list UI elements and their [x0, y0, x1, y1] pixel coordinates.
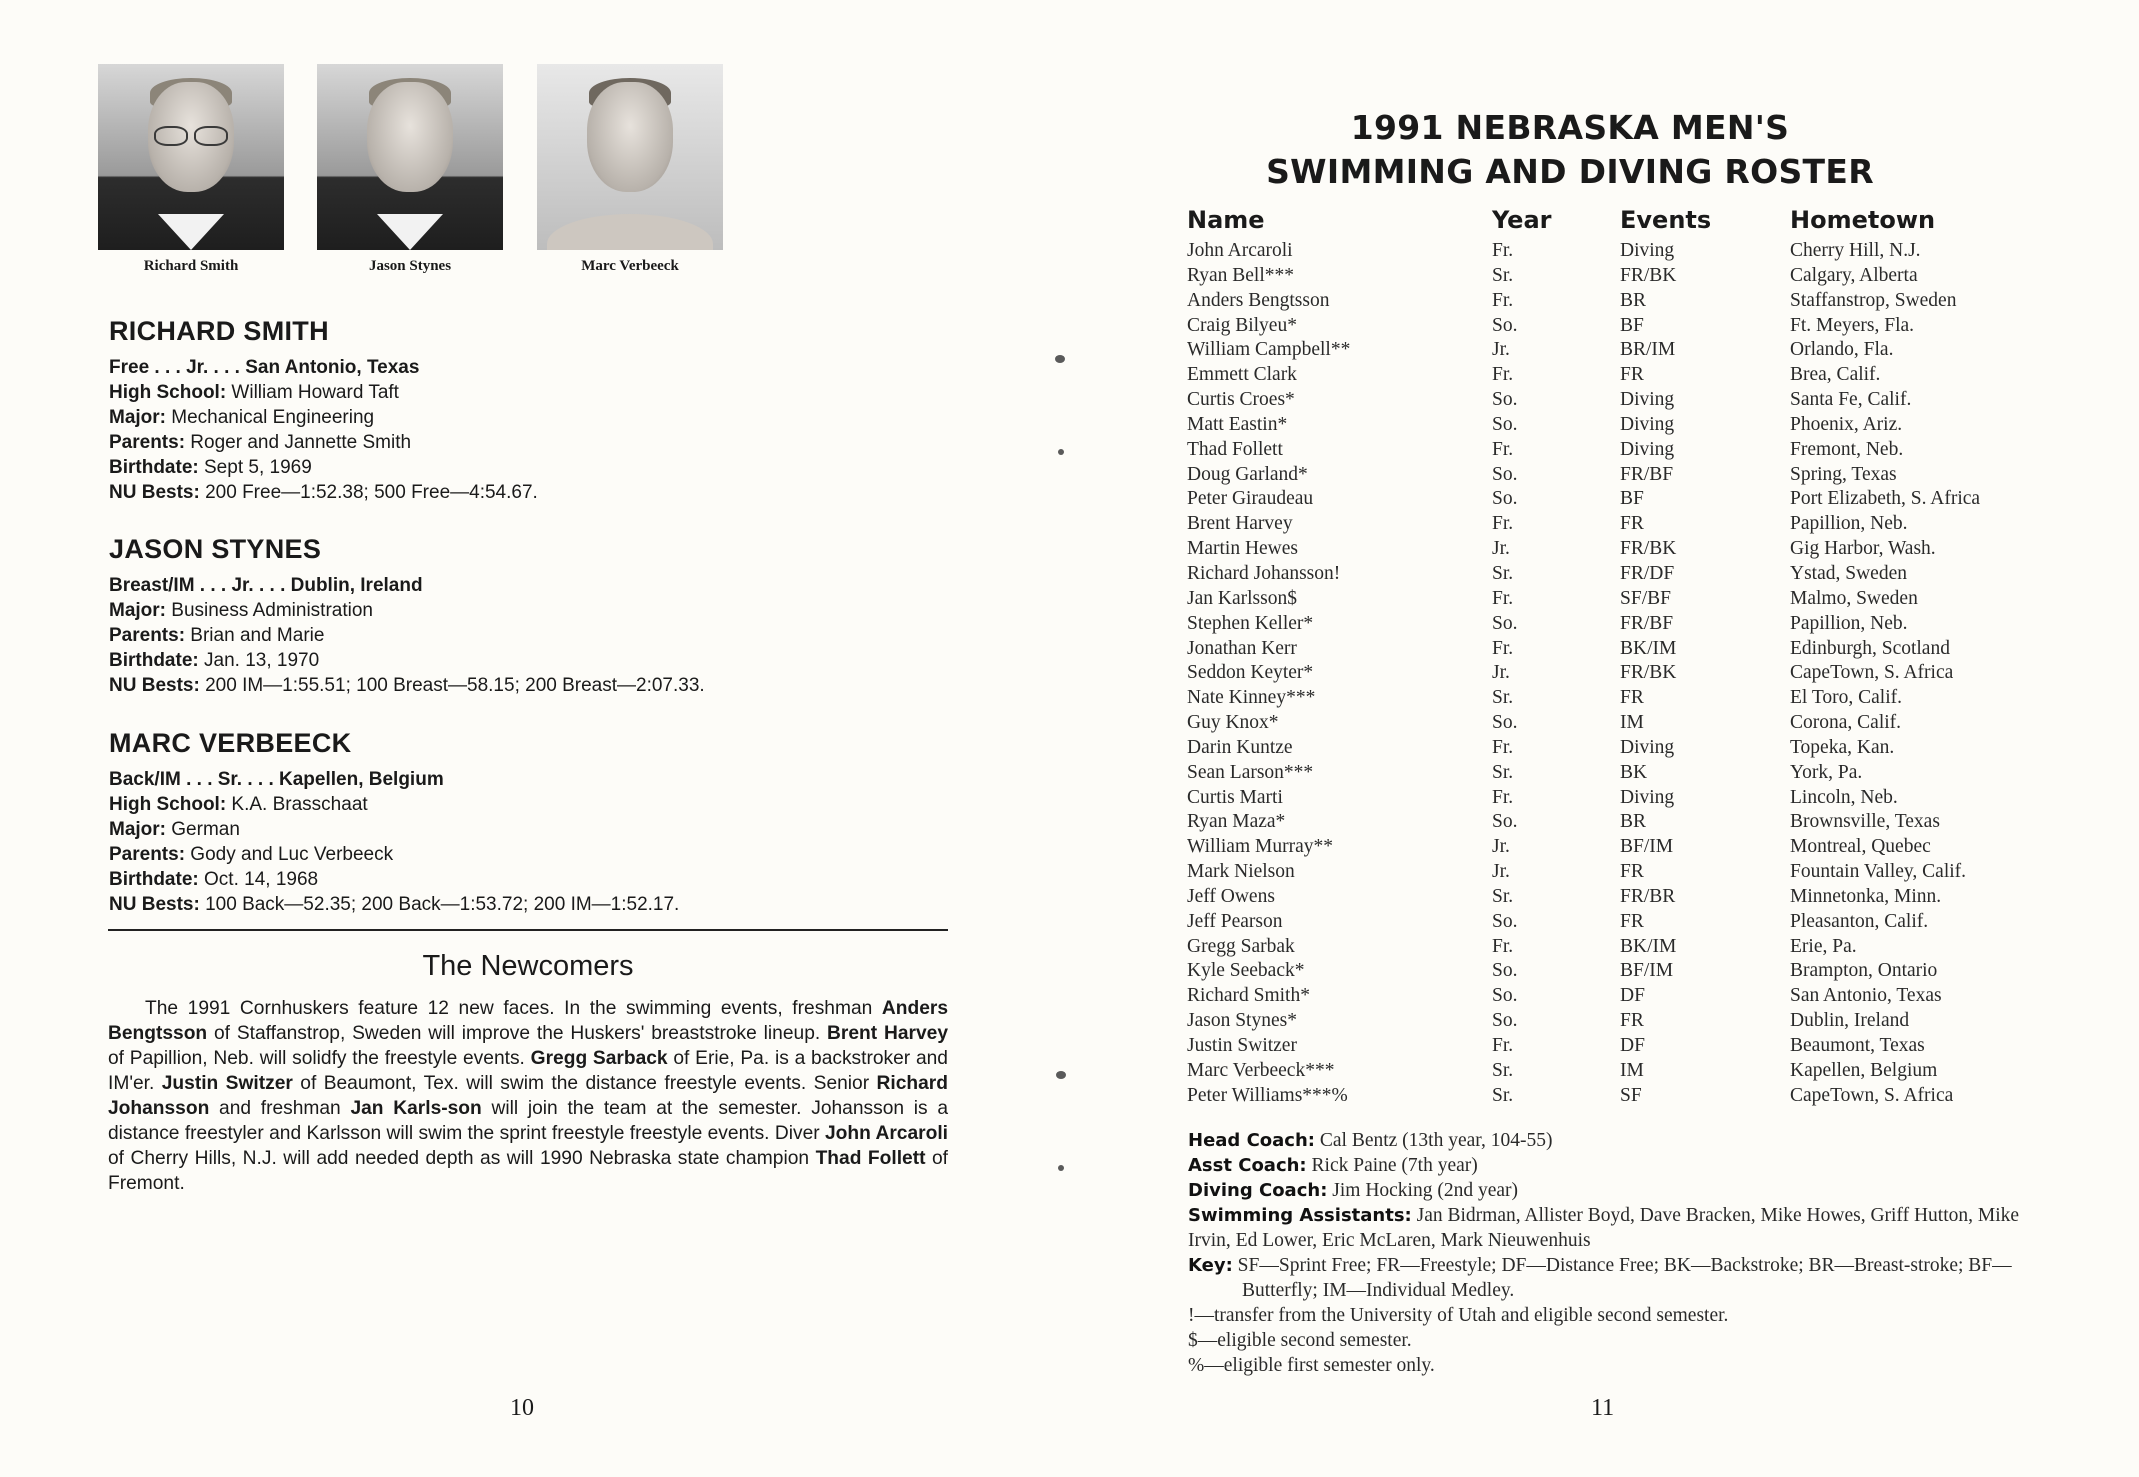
- cell-events: FR: [1620, 364, 1644, 386]
- coach-value: Jim Hocking (2nd year): [1327, 1180, 1519, 1201]
- coaches-and-key: [1188, 1128, 2030, 1378]
- bio-jason-stynes: [109, 534, 969, 698]
- cell-hometown: Fountain Valley, Calif.: [1790, 861, 1967, 883]
- cell-year: So.: [1492, 960, 1518, 982]
- cell-year: Sr.: [1492, 687, 1514, 709]
- cell-hometown: Edinburgh, Scotland: [1790, 637, 1950, 659]
- cell-name: Martin Hewes: [1187, 538, 1299, 560]
- cell-year: Fr.: [1492, 364, 1514, 386]
- cell-events: DF: [1620, 985, 1645, 1007]
- photo-marc-verbeeck: [537, 64, 723, 275]
- portrait-image: [317, 64, 503, 250]
- cell-events: FR/BK: [1620, 662, 1677, 684]
- cell-events: SF/BF: [1620, 587, 1671, 609]
- roster-row: [1187, 339, 2067, 364]
- cell-name: Jeff Owens: [1187, 885, 1275, 907]
- cell-year: Fr.: [1492, 513, 1514, 535]
- cell-events: BR: [1620, 289, 1647, 311]
- cell-year: Sr.: [1492, 1059, 1514, 1081]
- bio-field: Major: German: [109, 819, 240, 840]
- cell-year: So.: [1492, 1010, 1518, 1032]
- header-name: Name: [1187, 206, 1265, 234]
- cell-hometown: Brampton, Ontario: [1790, 960, 1938, 982]
- roster-row: [1187, 315, 2067, 340]
- cell-events: BR/IM: [1620, 339, 1676, 361]
- cell-name: Justin Switzer: [1187, 1035, 1297, 1056]
- bio-richard-smith: [109, 316, 969, 505]
- newcomer-name: Anders Bengtsson: [108, 998, 948, 1044]
- newcomer-name: Jan Karls-son: [350, 1098, 482, 1119]
- bio-lead: Back/IM . . . Sr. . . . Kapellen, Belgium: [109, 769, 444, 790]
- cell-year: Fr.: [1492, 587, 1514, 609]
- photo-caption: Richard Smith: [143, 258, 239, 274]
- roster-header-row: [1187, 206, 2067, 240]
- cell-year: So.: [1492, 612, 1518, 634]
- roster-title: [1220, 106, 1920, 194]
- cell-name: Doug Garland*: [1187, 463, 1308, 485]
- cell-events: IM: [1620, 712, 1644, 734]
- cell-name: Matt Eastin*: [1187, 413, 1288, 435]
- header-year: Year: [1492, 206, 1552, 234]
- page-number-left: 10: [510, 1395, 534, 1421]
- cell-hometown: Santa Fe, Calif.: [1790, 389, 1912, 411]
- bio-field: Major: Mechanical Engineering: [109, 407, 375, 428]
- cell-events: FR/BK: [1620, 538, 1677, 560]
- footnote: %—eligible first semester only.: [1188, 1355, 1435, 1376]
- newcomer-name: Brent Harvey: [827, 1023, 948, 1044]
- cell-name: Richard Johansson!: [1187, 562, 1341, 584]
- bio-marc-verbeeck: [109, 728, 969, 917]
- cell-name: Curtis Marti: [1187, 786, 1283, 808]
- roster-row: [1187, 836, 2067, 861]
- cell-hometown: Kapellen, Belgium: [1790, 1059, 1938, 1081]
- bio-field: NU Bests: 200 Free—1:52.38; 500 Free—4:54.67.: [109, 482, 538, 503]
- cell-year: Fr.: [1492, 1035, 1514, 1056]
- page-number-right: 11: [1591, 1395, 1615, 1421]
- bio-lead: Free . . . Jr. . . . San Antonio, Texas: [109, 357, 420, 378]
- cell-name: Guy Knox*: [1187, 712, 1279, 734]
- cell-year: So.: [1492, 985, 1518, 1007]
- coach-value: Rick Paine (7th year): [1306, 1155, 1478, 1176]
- newcomers-text: of Fremont.: [108, 1148, 948, 1194]
- cell-year: Fr.: [1492, 935, 1514, 957]
- newcomers-text: of Cherry Hills, N.J. will add needed depth as will 1990 Nebraska state champion: [108, 1148, 816, 1169]
- binding-mark: [1055, 355, 1065, 363]
- cell-events: FR: [1620, 513, 1644, 535]
- roster-row: [1187, 563, 2067, 588]
- bio-field: NU Bests: 100 Back—52.35; 200 Back—1:53.72; 200 IM—1:52.17.: [109, 894, 680, 915]
- cell-events: Diving: [1620, 240, 1675, 261]
- cell-hometown: Brownsville, Texas: [1790, 811, 1940, 833]
- cell-hometown: Port Elizabeth, S. Africa: [1790, 488, 1981, 510]
- cell-name: Jonathan Kerr: [1187, 637, 1297, 659]
- header-hometown: Hometown: [1790, 206, 1936, 234]
- cell-name: Gregg Sarbak: [1187, 935, 1295, 957]
- coach-value: SF—Sprint Free; FR—Freestyle; DF—Distance Free; BK—Backstroke; BR—Breast-stroke; BF—Butterfly; IM—Individual Medley.: [1232, 1255, 2012, 1301]
- cell-events: FR/DF: [1620, 562, 1675, 584]
- roster-row: [1187, 936, 2067, 961]
- cell-hometown: Corona, Calif.: [1790, 712, 1902, 734]
- cell-name: Peter Williams***%: [1187, 1084, 1348, 1106]
- footnote: $—eligible second semester.: [1188, 1330, 1412, 1351]
- cell-name: Anders Bengtsson: [1187, 289, 1330, 311]
- portrait-image: [98, 64, 284, 250]
- cell-events: Diving: [1620, 736, 1675, 758]
- bio-name: MARC VERBEECK: [109, 728, 352, 758]
- cell-events: FR: [1620, 1010, 1644, 1032]
- section-divider: [108, 929, 948, 931]
- coach-line: [1188, 1253, 2030, 1303]
- bio-field: Birthdate: Oct. 14, 1968: [109, 869, 319, 890]
- roster-row: [1187, 588, 2067, 613]
- photo-row: [98, 64, 738, 284]
- roster-row: [1187, 389, 2067, 414]
- cell-events: Diving: [1620, 786, 1675, 808]
- header-events: Events: [1620, 206, 1712, 234]
- coach-value: Jan Bidrman, Allister Boyd, Dave Bracken, Mike Howes, Griff Hutton, Mike Irvin, Ed Lower, Eric McLaren, Mark Nieuwenhuis: [1188, 1205, 2020, 1251]
- cell-year: Jr.: [1492, 861, 1510, 883]
- cell-year: So.: [1492, 712, 1518, 734]
- cell-year: Sr.: [1492, 562, 1514, 584]
- cell-events: Diving: [1620, 389, 1675, 411]
- newcomers-paragraph: [108, 996, 948, 1196]
- cell-year: So.: [1492, 314, 1518, 336]
- bio-name: RICHARD SMITH: [109, 316, 329, 346]
- cell-events: BK: [1620, 761, 1648, 783]
- cell-hometown: CapeTown, S. Africa: [1790, 1084, 1954, 1106]
- cell-year: Fr.: [1492, 637, 1514, 659]
- cell-events: BF: [1620, 488, 1644, 510]
- cell-hometown: CapeTown, S. Africa: [1790, 662, 1954, 684]
- newcomers-text: of Staffanstrop, Sweden will improve the Huskers' breaststroke lineup.: [207, 1023, 828, 1044]
- cell-name: Brent Harvey: [1187, 513, 1293, 535]
- cell-name: Richard Smith*: [1187, 985, 1310, 1007]
- photo-caption: Marc Verbeeck: [581, 258, 679, 274]
- cell-name: Peter Giraudeau: [1187, 488, 1314, 510]
- newcomer-name: John Arcaroli: [825, 1123, 948, 1144]
- cell-name: Stephen Keller*: [1187, 612, 1314, 634]
- cell-events: BK/IM: [1620, 637, 1677, 659]
- cell-hometown: Malmo, Sweden: [1790, 587, 1918, 609]
- cell-year: Jr.: [1492, 339, 1510, 361]
- cell-year: Jr.: [1492, 662, 1510, 684]
- cell-year: Fr.: [1492, 438, 1514, 460]
- cell-year: Sr.: [1492, 1084, 1514, 1106]
- binding-mark: [1056, 1071, 1066, 1079]
- cell-events: BK/IM: [1620, 935, 1677, 957]
- cell-hometown: Beaumont, Texas: [1790, 1035, 1925, 1056]
- coach-line: [1188, 1128, 2030, 1153]
- bio-name: JASON STYNES: [109, 534, 322, 564]
- roster-row: [1187, 712, 2067, 737]
- cell-hometown: Ystad, Sweden: [1790, 562, 1907, 584]
- roster-row: [1187, 811, 2067, 836]
- roster-title-line2: SWIMMING AND DIVING ROSTER: [1266, 152, 1874, 191]
- roster-row: [1187, 513, 2067, 538]
- cell-hometown: Minnetonka, Minn.: [1790, 885, 1942, 907]
- cell-hometown: York, Pa.: [1790, 761, 1863, 783]
- cell-events: FR: [1620, 910, 1644, 932]
- cell-year: So.: [1492, 811, 1518, 833]
- cell-events: FR/BF: [1620, 612, 1674, 634]
- cell-name: Jeff Pearson: [1187, 910, 1283, 932]
- roster-row: [1187, 861, 2067, 886]
- cell-hometown: Pleasanton, Calif.: [1790, 910, 1929, 932]
- newcomers-text: and freshman: [209, 1098, 351, 1119]
- coach-label: Diving Coach:: [1188, 1180, 1328, 1201]
- cell-hometown: Calgary, Alberta: [1790, 264, 1918, 286]
- newcomers-text: of Papillion, Neb. will solidfy the freestyle events.: [108, 1048, 531, 1069]
- coach-line: [1188, 1178, 2030, 1203]
- roster-row: [1187, 1085, 2067, 1110]
- photo-caption: Jason Stynes: [368, 258, 452, 274]
- cell-events: IM: [1620, 1059, 1644, 1081]
- cell-events: BF: [1620, 314, 1644, 336]
- cell-year: So.: [1492, 389, 1518, 411]
- roster-row: [1187, 762, 2067, 787]
- roster-row: [1187, 662, 2067, 687]
- bio-field: High School: K.A. Brasschaat: [109, 794, 368, 815]
- cell-events: FR: [1620, 687, 1644, 709]
- roster-row: [1187, 886, 2067, 911]
- cell-hometown: San Antonio, Texas: [1790, 985, 1942, 1007]
- roster-title-line1: 1991 NEBRASKA MEN'S: [1350, 108, 1790, 147]
- cell-year: So.: [1492, 488, 1518, 510]
- bio-field: Birthdate: Sept 5, 1969: [109, 457, 312, 478]
- cell-year: Jr.: [1492, 836, 1510, 858]
- cell-year: Fr.: [1492, 736, 1514, 758]
- cell-hometown: Topeka, Kan.: [1790, 736, 1895, 758]
- roster-row: [1187, 787, 2067, 812]
- coach-label: Asst Coach:: [1188, 1155, 1307, 1176]
- cell-hometown: Montreal, Quebec: [1790, 836, 1931, 858]
- cell-hometown: Cherry Hill, N.J.: [1790, 240, 1921, 261]
- cell-name: John Arcaroli: [1187, 240, 1293, 261]
- cell-events: Diving: [1620, 413, 1675, 435]
- cell-year: Jr.: [1492, 538, 1510, 560]
- roster-row: [1187, 265, 2067, 290]
- photo-richard-smith: [98, 64, 284, 275]
- roster-row: [1187, 1010, 2067, 1035]
- photo-jason-stynes: [317, 64, 503, 275]
- cell-year: Sr.: [1492, 264, 1514, 286]
- cell-name: Jason Stynes*: [1187, 1010, 1297, 1032]
- cell-hometown: Gig Harbor, Wash.: [1790, 538, 1936, 560]
- cell-events: FR: [1620, 861, 1644, 883]
- bio-lead: Breast/IM . . . Jr. . . . Dublin, Ireland: [109, 575, 423, 596]
- newcomers-text: The 1991 Cornhuskers feature 12 new faces. In the swimming events, freshman: [145, 998, 882, 1019]
- cell-hometown: Staffanstrop, Sweden: [1790, 289, 1957, 311]
- cell-hometown: Phoenix, Ariz.: [1790, 413, 1903, 435]
- coach-label: Head Coach:: [1188, 1130, 1315, 1151]
- bio-field: Major: Business Administration: [109, 600, 373, 621]
- cell-hometown: Dublin, Ireland: [1790, 1010, 1910, 1032]
- roster-row: [1187, 960, 2067, 985]
- cell-name: Thad Follett: [1187, 438, 1283, 460]
- newcomers-text: will join the team at the semester. Johansson is a distance freestyler and Karlsson will swim the sprint freestyle freestyle events. Diver: [108, 1098, 949, 1144]
- roster-row: [1187, 240, 2067, 265]
- cell-name: William Campbell**: [1187, 339, 1351, 361]
- roster-row: [1187, 737, 2067, 762]
- footnote: !—transfer from the University of Utah and eligible second semester.: [1188, 1305, 1729, 1326]
- newcomers-text: of Erie, Pa. is a backstroker and IM'er.: [108, 1048, 948, 1094]
- bio-field: High School: William Howard Taft: [109, 382, 399, 403]
- roster-row: [1187, 911, 2067, 936]
- coach-label: Swimming Assistants:: [1188, 1205, 1412, 1226]
- binding-mark: [1058, 1165, 1064, 1171]
- cell-hometown: Erie, Pa.: [1790, 935, 1857, 957]
- bio-field: NU Bests: 200 IM—1:55.51; 100 Breast—58.15; 200 Breast—2:07.33.: [109, 675, 705, 696]
- bio-field: Birthdate: Jan. 13, 1970: [109, 650, 320, 671]
- cell-year: Fr.: [1492, 240, 1514, 261]
- newcomers-text: of Beaumont, Tex. will swim the distance freestyle events. Senior: [292, 1073, 877, 1094]
- cell-name: William Murray**: [1187, 836, 1333, 858]
- roster-row: [1187, 464, 2067, 489]
- cell-hometown: Papillion, Neb.: [1790, 612, 1908, 634]
- roster-row: [1187, 613, 2067, 638]
- coach-line: [1188, 1153, 2030, 1178]
- cell-year: So.: [1492, 910, 1518, 932]
- roster-row: [1187, 1060, 2067, 1085]
- roster-row: [1187, 290, 2067, 315]
- cell-hometown: Brea, Calif.: [1790, 364, 1881, 386]
- cell-name: Seddon Keyter*: [1187, 662, 1314, 684]
- coach-value: Cal Bentz (13th year, 104-55): [1314, 1130, 1553, 1151]
- cell-name: Nate Kinney***: [1187, 687, 1316, 709]
- roster-table: [1187, 206, 2067, 1110]
- newcomer-name: Gregg Sarback: [530, 1048, 668, 1069]
- cell-year: So.: [1492, 413, 1518, 435]
- cell-events: DF: [1620, 1035, 1645, 1056]
- bio-field: Parents: Brian and Marie: [109, 625, 325, 646]
- bio-field: Parents: Gody and Luc Verbeeck: [109, 844, 394, 865]
- cell-hometown: Orlando, Fla.: [1790, 339, 1894, 361]
- cell-hometown: Papillion, Neb.: [1790, 513, 1908, 535]
- cell-year: Sr.: [1492, 885, 1514, 907]
- roster-row: [1187, 687, 2067, 712]
- roster-row: [1187, 985, 2067, 1010]
- coach-label: Key:: [1188, 1255, 1233, 1276]
- cell-name: Ryan Bell***: [1187, 264, 1295, 286]
- newcomer-name: Thad Follett: [815, 1148, 926, 1169]
- cell-hometown: Fremont, Neb.: [1790, 438, 1904, 460]
- roster-row: [1187, 414, 2067, 439]
- cell-hometown: El Toro, Calif.: [1790, 687, 1903, 709]
- roster-row: [1187, 439, 2067, 464]
- coach-line: [1188, 1203, 2030, 1253]
- cell-events: FR/BF: [1620, 463, 1674, 485]
- cell-hometown: Ft. Meyers, Fla.: [1790, 314, 1915, 336]
- cell-year: Sr.: [1492, 761, 1514, 783]
- cell-name: Darin Kuntze: [1187, 736, 1293, 758]
- newcomer-name: Richard Johansson: [108, 1073, 948, 1119]
- roster-row: [1187, 1035, 2067, 1060]
- roster-row: [1187, 488, 2067, 513]
- cell-name: Sean Larson***: [1187, 761, 1314, 783]
- cell-hometown: Lincoln, Neb.: [1790, 786, 1898, 808]
- cell-name: Marc Verbeeck***: [1187, 1059, 1335, 1081]
- bio-field: Parents: Roger and Jannette Smith: [109, 432, 412, 453]
- cell-events: Diving: [1620, 438, 1675, 460]
- cell-name: Mark Nielson: [1187, 861, 1295, 883]
- cell-events: BR: [1620, 811, 1647, 833]
- cell-hometown: Spring, Texas: [1790, 463, 1897, 485]
- cell-events: FR/BR: [1620, 885, 1676, 907]
- binding-mark: [1058, 449, 1064, 455]
- roster-row: [1187, 364, 2067, 389]
- cell-year: So.: [1492, 463, 1518, 485]
- newcomer-name: Justin Switzer: [161, 1073, 293, 1094]
- cell-year: Fr.: [1492, 786, 1514, 808]
- cell-events: FR/BK: [1620, 264, 1677, 286]
- roster-row: [1187, 638, 2067, 663]
- cell-name: Curtis Croes*: [1187, 389, 1295, 411]
- roster-row: [1187, 538, 2067, 563]
- cell-year: Fr.: [1492, 289, 1514, 311]
- portrait-image: [537, 64, 723, 250]
- cell-name: Jan Karlsson$: [1187, 587, 1297, 609]
- newcomers-heading: The Newcomers: [422, 950, 634, 982]
- cell-name: Ryan Maza*: [1187, 811, 1286, 833]
- cell-name: Emmett Clark: [1187, 364, 1297, 386]
- cell-events: BF/IM: [1620, 960, 1674, 982]
- cell-events: BF/IM: [1620, 836, 1674, 858]
- cell-name: Kyle Seeback*: [1187, 960, 1305, 982]
- cell-name: Craig Bilyeu*: [1187, 314, 1297, 336]
- cell-events: SF: [1620, 1084, 1642, 1106]
